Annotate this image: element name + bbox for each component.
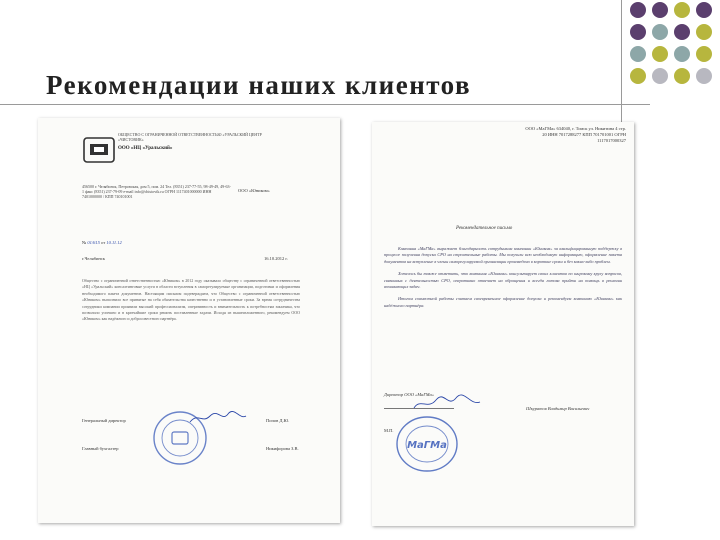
- body-paragraph-2: Хотелось бы также отметить, что компания «Юником» консультирует своих клиентов по широкому кругу вопросов, связанных с деятельностью СРО, оперативно отвечает на обращения и всегда готова прийти на помощь в решении возникающих задач.: [384, 271, 622, 290]
- dot: [652, 68, 668, 84]
- signatory-2-name: Никифорова З.В.: [266, 446, 299, 451]
- seal-place-label: М.П.: [384, 428, 394, 433]
- body-paragraph-3: Итогом совместной работы считаем своевременное оформление допуска и рекомендуем компанию «Юником» как надёжного партнёра.: [384, 296, 622, 308]
- addressee: ООО «Юником»: [238, 188, 270, 193]
- dot: [674, 68, 690, 84]
- decorative-dot-grid: [630, 0, 720, 100]
- recommendation-letter-2: [372, 122, 634, 526]
- dot: [630, 68, 646, 84]
- city: г.Челябинск: [82, 256, 105, 261]
- director-label: Директор ООО «МаГМа»: [384, 392, 434, 397]
- dot: [652, 2, 668, 18]
- signature-icon: [188, 410, 248, 426]
- letter-body: [384, 246, 622, 315]
- body-paragraph-1: Компания «МаГМа» выражает благодарность сотрудникам компании «Юником» за квалифицированную поддержку в процессе получения допуска СРО на строительные работы. Мы получили всю необходимую информацию, оформление пакета документов на вступление в члены саморегулируемой организации произведено в короткие сроки и без каких-либо проблем.: [384, 246, 622, 264]
- dot: [696, 68, 712, 84]
- signatory-1-name: Попов Д.Ю.: [266, 418, 290, 423]
- company-header: ООО «МаГМа» 634040, г. Томск ул. Никитина 4 стр. 20 ИНН 7017288277 КПП 701701001 ОГРН 1117017000327: [525, 126, 626, 144]
- signature-icon: [412, 394, 482, 412]
- slide-title: Рекомендации наших клиентов: [46, 70, 472, 100]
- dot: [696, 2, 712, 18]
- dot: [674, 46, 690, 62]
- salutation: Рекомендательное письмо: [456, 226, 513, 231]
- stamp-text: МаГМа: [407, 440, 447, 451]
- dot: [696, 24, 712, 40]
- dot: [674, 2, 690, 18]
- dot: [674, 24, 690, 40]
- dot: [652, 46, 668, 62]
- dot: [696, 46, 712, 62]
- letter-date: 16.10.2012 г.: [264, 256, 288, 261]
- signatory-1-title: Генеральный директор: [82, 418, 126, 423]
- recommendation-letter-1: [38, 118, 340, 523]
- stamp-icon: [392, 412, 462, 476]
- reference-line: [82, 240, 122, 245]
- dot: [652, 24, 668, 40]
- ref-date: 10.11.12: [106, 240, 122, 245]
- signatory-2-title: Главный бухгалтер: [82, 446, 119, 451]
- letterhead-organization: ОБЩЕСТВО С ОГРАНИЧЕННОЙ ОТВЕТСТВЕННОСТЬЮ «УРАЛЬСКИЙ ЦЕНТР «ЧИСТОВИК»: [118, 132, 262, 142]
- letterhead-company: ООО «НЦ «Уральский»: [118, 146, 173, 151]
- letter-body: Общество с ограниченной ответственностью «Юником» в 2012 году оказывало обществу с ограниченной ответственностью «НЦ «Уральский» консалтинговые услуги в области вступления в саморегулируемые организации, подготовки и оформления необходимого пакета документов. Настоящим письмом подтверждаем, что Общество с ограниченной ответственностью «Юником» выполнило все принятые на себя обязательства качественно и в установленные сроки. За время сотрудничества сотрудники компании проявили высокий профессионализм, оперативность и внимательность к потребностям заказчика, что позволило успешно и в кратчайшие сроки решить поставленные задачи. Исходя из вышеизложенного, рекомендуем ООО «Юником» как надёжного и добросовестного партнёра.: [82, 278, 300, 322]
- dot: [630, 46, 646, 62]
- dot: [630, 24, 646, 40]
- ref-date-label: от: [101, 240, 106, 245]
- dot: [630, 2, 646, 18]
- company-logo-icon: [82, 136, 116, 164]
- vertical-divider: [621, 0, 622, 140]
- title-underline: [0, 104, 650, 105]
- director-name: Шкуратов Владимир Васильевич: [526, 406, 590, 411]
- ref-label: №: [82, 240, 87, 245]
- letterhead-contacts: 456500 г. Челябинск, Петровская, дом 5, пом. 24 Тел. (8351) 237-77-55, 98-49-49, 49-63-1 факс (8351) 237-79-09 e-mail info@chistovik.ru ОГРН 1117401000000 ИНН 7401000000 / КПП 740101001: [82, 184, 231, 200]
- ref-number: 01/615: [87, 240, 100, 245]
